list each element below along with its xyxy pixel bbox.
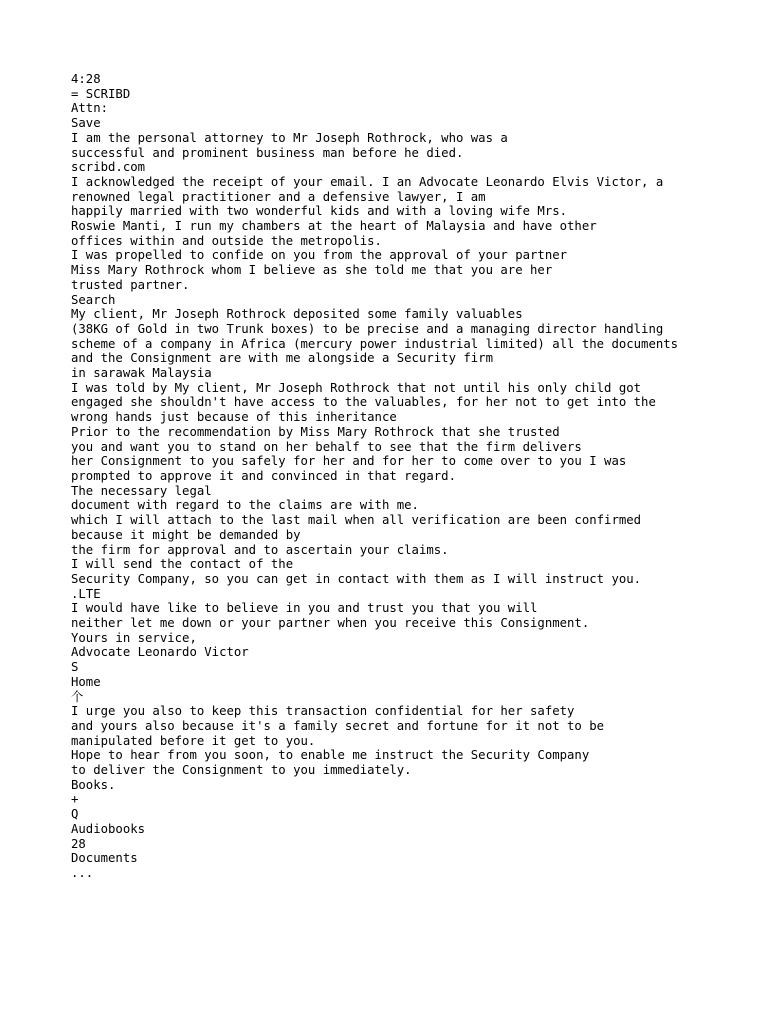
text-line: Hope to hear from you soon, to enable me instruct the Security Company [71, 748, 590, 763]
text-line: and the Consignment are with me alongside a Security firm [71, 351, 493, 366]
nav-documents[interactable]: Documents [71, 851, 138, 866]
text-line: you and want you to stand on her behalf to see that the firm delivers [71, 439, 582, 454]
text-line: Security Company, so you can get in contact with them as I will instruct you. [71, 571, 642, 586]
more-icon[interactable]: ... [71, 865, 94, 880]
text-line: My client, Mr Joseph Rothrock deposited some family valuables [71, 307, 523, 322]
text-line: S [71, 660, 79, 675]
text-line: neither let me down or your partner when you receive this Consignment. [71, 616, 590, 631]
save-button[interactable]: Save [71, 116, 101, 131]
nav-home[interactable]: Home [71, 674, 101, 689]
site-url: scribd.com [71, 160, 146, 175]
signature-name: Advocate Leonardo Victor [71, 645, 249, 660]
text-line: her Consignment to you safely for her and for her to come over to you I was [71, 454, 627, 469]
text-line: in sarawak Malaysia [71, 366, 212, 381]
text-line: Roswie Manti, I run my chambers at the heart of Malaysia and have other [71, 219, 597, 234]
count-badge: 28 [71, 836, 86, 851]
text-line: document with regard to the claims are with me. [71, 498, 419, 513]
text-line: Yours in service, [71, 630, 197, 645]
text-line: manipulated before it get to you. [71, 733, 316, 748]
text-line: to deliver the Consignment to you immediately. [71, 763, 412, 778]
text-line: engaged she shouldn't have access to the valuables, for her not to get into the [71, 395, 656, 410]
text-line: offices within and outside the metropolis. [71, 233, 382, 248]
nav-books[interactable]: Books. [71, 777, 116, 792]
text-line: I was propelled to confide on you from the approval of your partner [71, 248, 568, 263]
share-icon[interactable]: 个 [71, 689, 84, 704]
text-line: scheme of a company in Africa (mercury power industrial limited) all the documents [71, 336, 679, 351]
text-line: I will send the contact of the [71, 557, 294, 572]
text-line: wrong hands just because of this inheritance [71, 410, 397, 425]
text-line: I am the personal attorney to Mr Joseph Rothrock, who was a [71, 130, 508, 145]
text-line: I urge you also to keep this transaction confidential for her safety [71, 704, 575, 719]
text-line: I acknowledged the receipt of your email. I an Advocate Leonardo Elvis Victor, a [71, 174, 664, 189]
text-line: happily married with two wonderful kids and with a loving wife Mrs. [71, 204, 568, 219]
text-line: the firm for approval and to ascertain your claims. [71, 542, 449, 557]
status-time: 4:28 [71, 72, 101, 86]
search-icon[interactable]: Q [71, 807, 79, 822]
text-line: The necessary legal [71, 483, 212, 498]
text-line: prompted to approve it and convinced in that regard. [71, 468, 456, 483]
document-body [71, 72, 751, 881]
text-line: successful and prominent business man before he died. [71, 145, 464, 160]
text-line: and yours also because it's a family secret and fortune for it not to be [71, 718, 605, 733]
text-line: renowned legal practitioner and a defensive lawyer, I am [71, 189, 486, 204]
app-header[interactable]: = SCRIBD [71, 86, 131, 101]
text-line: (38KG of Gold in two Trunk boxes) to be precise and a managing director handling [71, 321, 664, 336]
text-line: trusted partner. [71, 277, 190, 292]
text-line: which I will attach to the last mail when all verification are been confirmed [71, 513, 642, 528]
text-line: because it might be demanded by [71, 527, 301, 542]
text-line: Prior to the recommendation by Miss Mary Rothrock that she trusted [71, 424, 560, 439]
text-line: Miss Mary Rothrock whom I believe as she told me that you are her [71, 263, 553, 278]
text-line: I would have like to believe in you and trust you that you will [71, 601, 538, 616]
network-status: .LTE [71, 586, 101, 601]
text-line: I was told by My client, Mr Joseph Rothrock that not until his only child got [71, 380, 642, 395]
text-line: Attn: [71, 101, 109, 116]
search-button[interactable]: Search [71, 292, 116, 307]
nav-audiobooks[interactable]: Audiobooks [71, 821, 146, 836]
plus-icon[interactable]: + [71, 792, 79, 807]
